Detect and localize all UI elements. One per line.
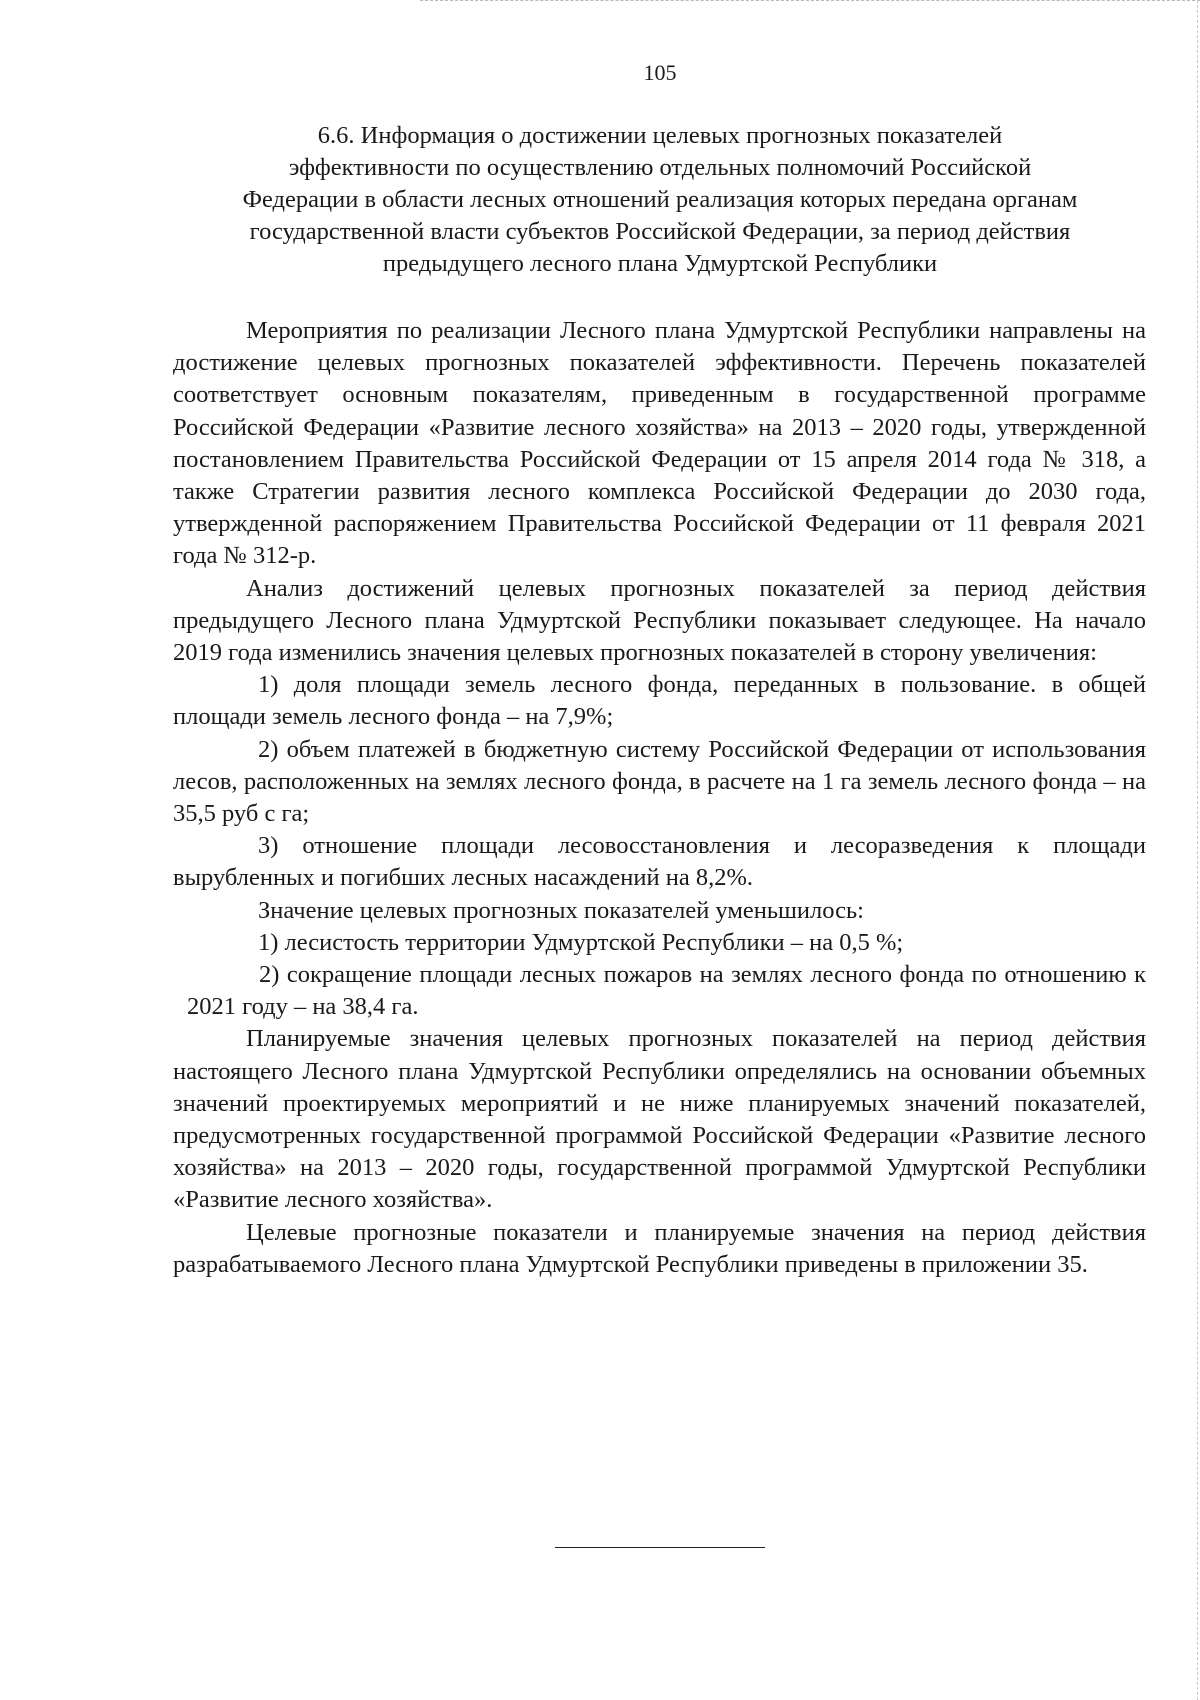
paragraph-planned-values: Планируемые значения целевых прогнозных показателей на период действия настоящего Лесного плана Удмуртской Республики определялись на основании объемных значений проектируемых мероприятий и не ниже планируемых значений показателей, предусмотренных государственной программой Российской Федерации «Развитие лесного хозяйства» на 2013 – 2020 годы, государственной программой Удмуртской Республики «Развитие лесного хозяйства». xyxy=(173,1025,1146,1214)
list-item-increase-3: 3) отношение площади лесовосстановления и лесоразведения к площади вырубленных и погибших лесных насаждений на 8,2%. xyxy=(173,832,1146,892)
section-heading xyxy=(170,120,1150,280)
paragraph-analysis: Анализ достижений целевых прогнозных показателей за период действия предыдущего Лесного плана Удмуртской Республики показывает следующее. На начало 2019 года изменились значения целевых прогнозных показателей в сторону увеличения: xyxy=(173,574,1146,667)
paragraph-decrease-intro: Значение целевых прогнозных показателей уменьшилось: xyxy=(258,896,864,924)
heading-line: предыдущего лесного плана Удмуртской Республики xyxy=(382,250,938,277)
paragraph-intro: Мероприятия по реализации Лесного плана Удмуртской Республики направлены на достижение целевых прогнозных показателей эффективности. Перечень показателей соответствует основным показателям, приведенным в государственной программе Российской Федерации «Развитие лесного хозяйства» на 2013 – 2020 годы, утвержденной постановлением Правительства Российской Федерации от 15 апреля 2014 года № 318, а также Стратегии развития лесного комплекса Российской Федерации до 2030 года, утвержденной распоряжением Правительства Российской Федерации от 11 февраля 2021 года № 312-р. xyxy=(173,317,1146,570)
heading-line: государственной власти субъектов Российской Федерации, за период действия xyxy=(249,218,1071,245)
scan-edge-top xyxy=(420,0,1200,3)
list-item-decrease-2: 2) сокращение площади лесных пожаров на землях лесного фонда по отношению к 2021 году – на 38,4 га. xyxy=(187,961,1146,1021)
paragraph-appendix-reference: Целевые прогнозные показатели и планируемые значения на период действия разрабатываемого Лесного плана Удмуртской Республики приведены в приложении 35. xyxy=(173,1218,1146,1278)
heading-line: эффективности по осуществлению отдельных полномочий Российской xyxy=(288,154,1032,181)
list-item-increase-1: 1) доля площади земель лесного фонда, переданных в пользование. в общей площади земель лесного фонда – на 7,9%; xyxy=(173,671,1146,731)
list-item-decrease-1: 1) лесистость территории Удмуртской Республики – на 0,5 %; xyxy=(258,928,904,956)
heading-line: 6.6. Информация о достижении целевых прогнозных показателей xyxy=(317,122,1003,149)
body-text xyxy=(173,315,1146,1281)
page-number xyxy=(0,60,1200,86)
heading-line: Федерации в области лесных отношений реализация которых передана органам xyxy=(242,186,1078,213)
scan-edge-right xyxy=(1196,0,1198,1700)
list-item-increase-2: 2) объем платежей в бюджетную систему Российской Федерации от использования лесов, расположенных на землях лесного фонда, в расчете на 1 га земель лесного фонда – на 35,5 руб с га; xyxy=(173,735,1146,828)
end-of-text-rule xyxy=(555,1547,765,1548)
page-number-text: 105 xyxy=(643,60,677,85)
